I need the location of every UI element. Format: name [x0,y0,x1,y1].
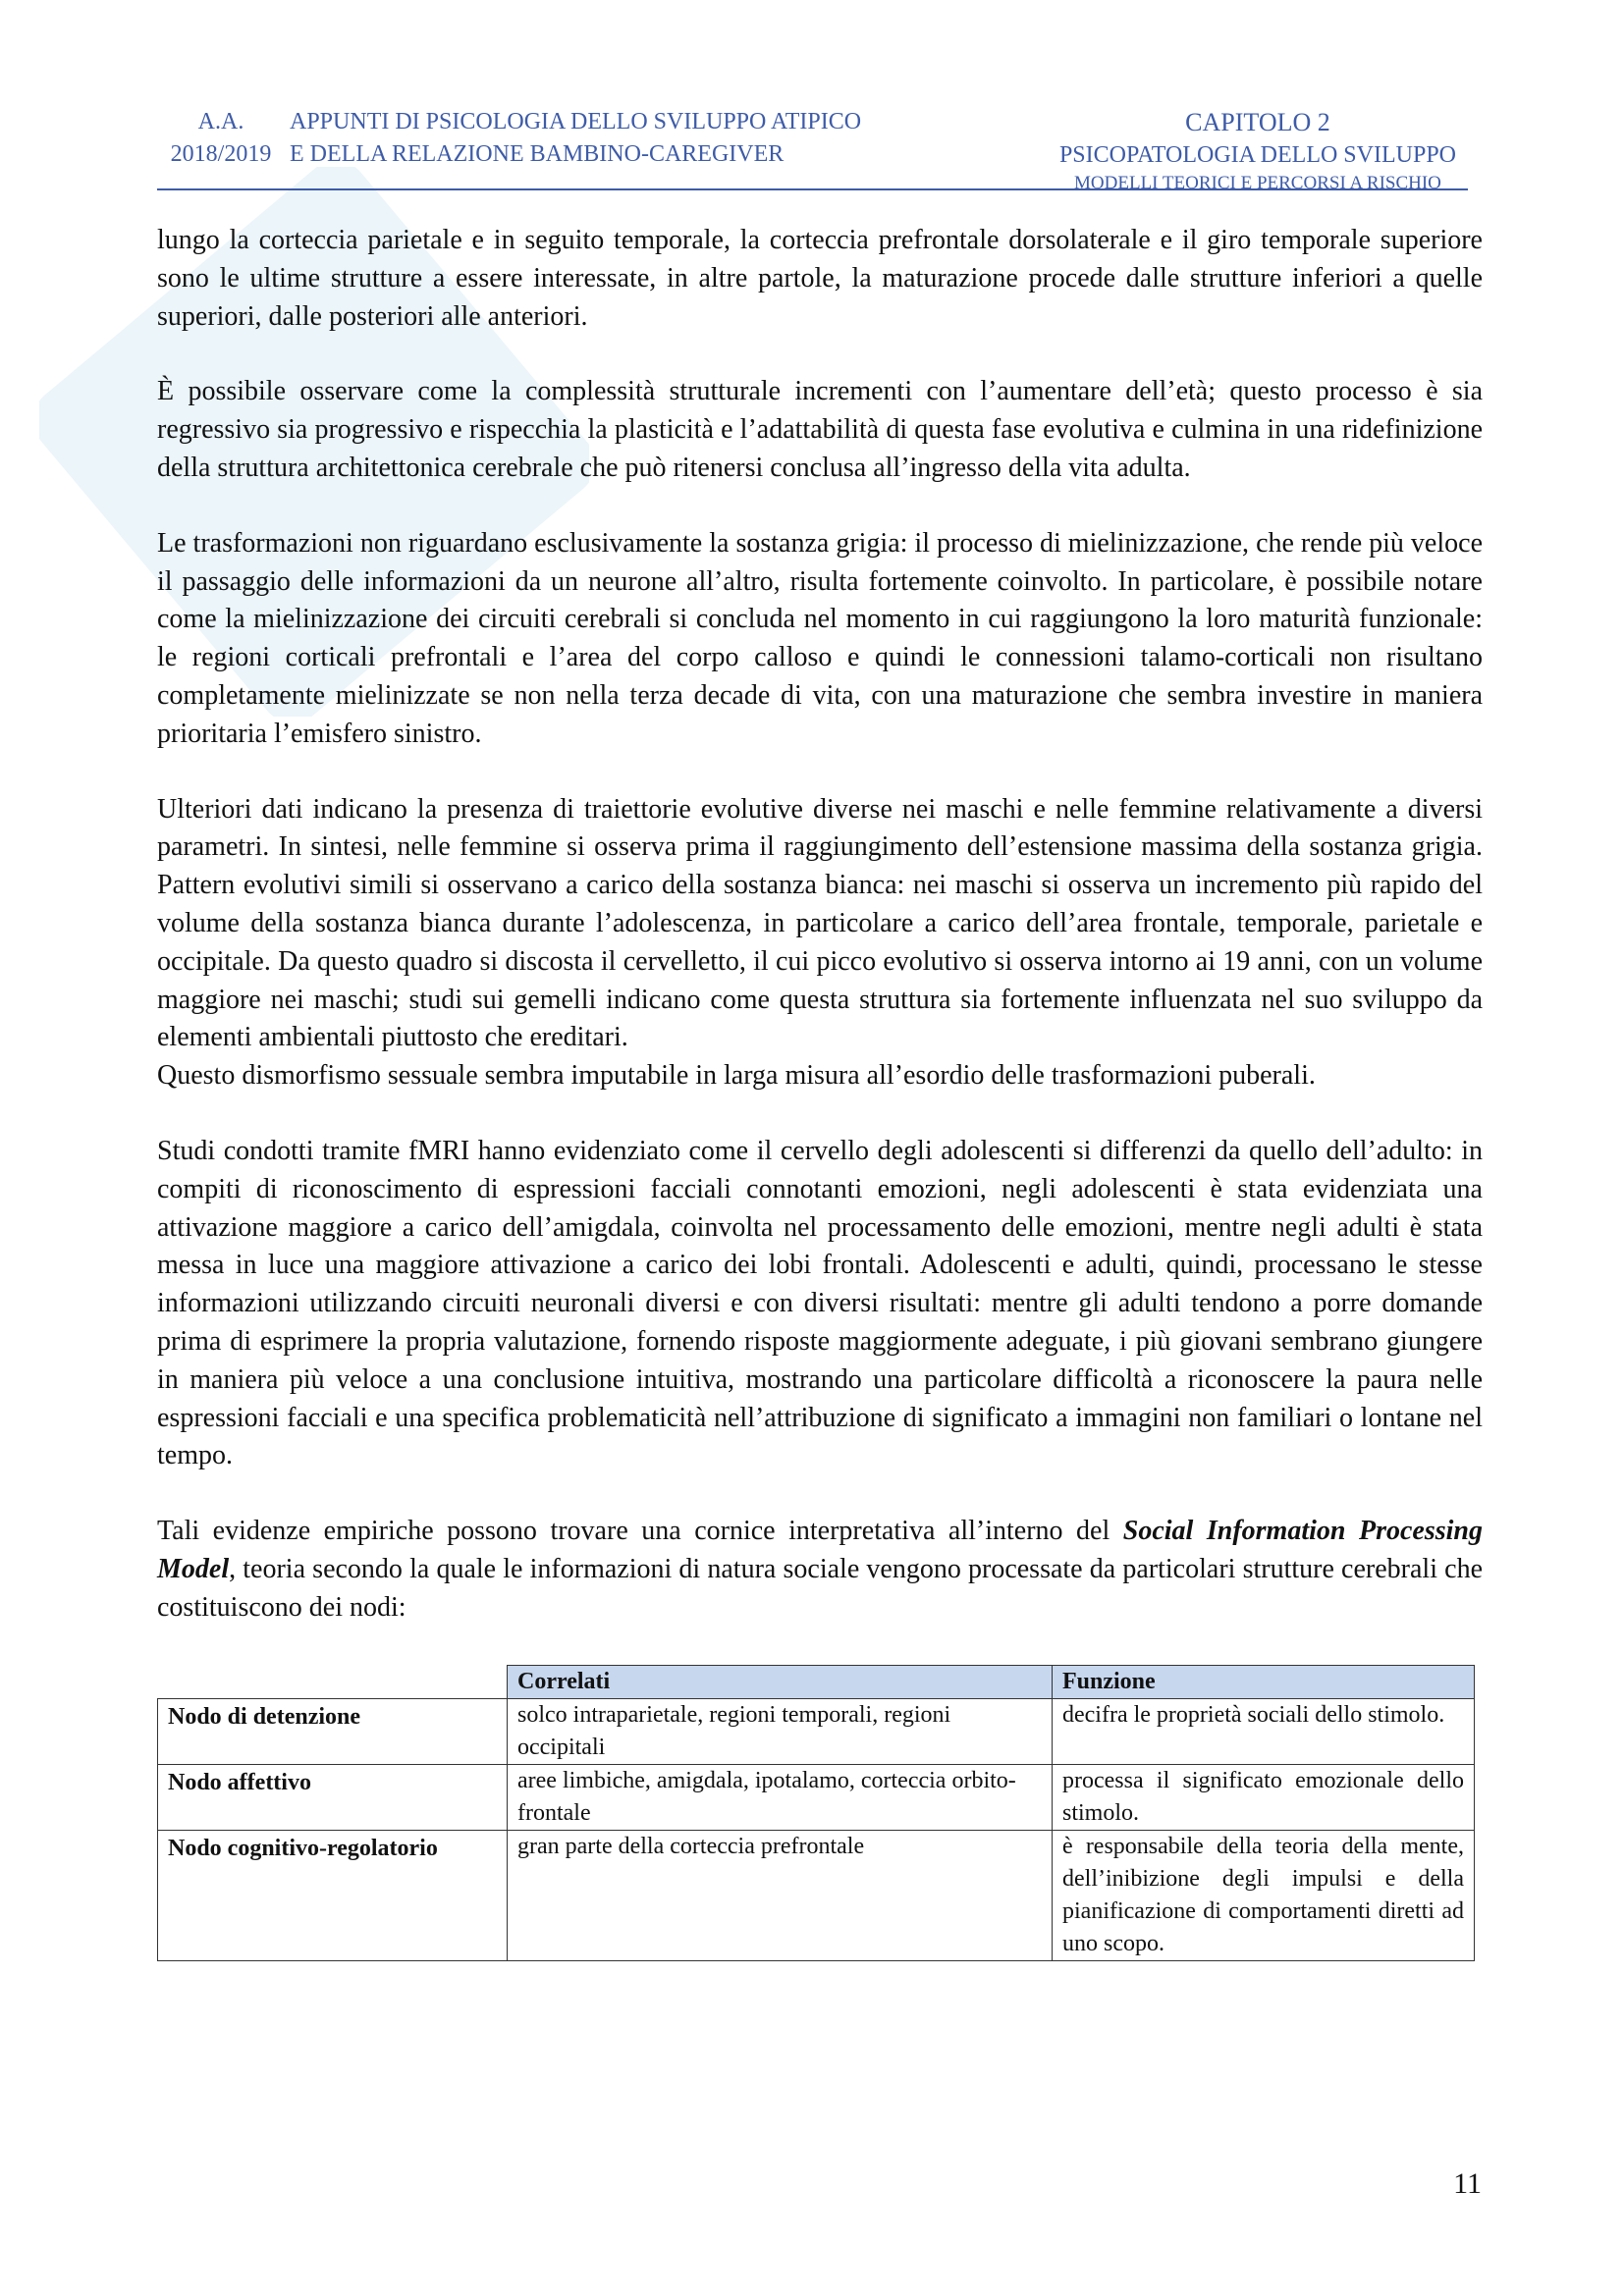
paragraph-3: Le trasformazioni non riguardano esclusivamente la sostanza grigia: il processo di mielinizzazione, che rende più veloce il passaggio delle informazioni da un neurone all’altro, risulta fortemente coinvolto. In particolare, è possibile notare come la mielinizzazione dei circuiti cerebrali si concluda nel momento in cui raggiungono la loro maturità funzionale: le regioni corticali prefrontali e l’area del corpo calloso e quindi le connessioni talamo-corticali non risultano completamente mielinizzate se non nella terza decade di vita, con una maturazione che sembra investire in maniera prioritaria l’emisfero sinistro. [157,527,1483,749]
table-row [158,1830,1475,1960]
page-body [157,222,1483,1961]
paragraph-1: lungo la corteccia parietale e in seguito temporale, la corteccia prefrontale dorsolaterale e il giro temporale superiore sono le ultime strutture a essere interessate, in altre partole, la maturazione procede dalle strutture inferiori a quelle superiori, dalle posteriori alle anteriori. [157,225,1483,332]
paragraph-2: È possibile osservare come la complessità strutturale incrementi con l’aumentare dell’età; questo processo è sia regressivo sia progressivo e rispecchia la plasticità e l’adattabilità di questa fase evolutiva e culmina in una ridefinizione della struttura architettonica cerebrale che può ritenersi conclusa all’ingresso della vita adulta. [157,376,1483,483]
node-funzione: è responsabile della teoria della mente, dell’inibizione degli impulsi e della pianificazione di comportamenti diretti ad uno scopo. [1053,1830,1475,1960]
header-divider [157,188,1468,190]
page-number: 11 [1453,2167,1482,2200]
nodes-table [157,1665,1475,1961]
table-row [158,1764,1475,1830]
node-funzione: processa il significato emozionale dello stimolo. [1053,1764,1475,1830]
academic-year: A.A. 2018/2019 [170,109,272,167]
node-name: Nodo di detenzione [158,1698,508,1764]
paragraph-6: Studi condotti tramite fMRI hanno evidenziato come il cervello degli adolescenti si differenzi da quello dell’adulto: in compiti di riconoscimento di espressioni facciali connotanti emozioni, negli adolescenti è stata evidenziata una attivazione maggiore a carico dell’amigdala, coinvolta nel processamento delle emozioni, mentre negli adulti è stata messa in luce una maggiore attivazione a carico dei lobi frontali. Adolescenti e adulti, quindi, processano le stesse informazioni utilizzando circuiti neuronali diversi e con diversi risultati: mentre gli adulti tendono a porre domande prima di esprimere la propria valutazione, fornendo risposte maggiormente adeguate, i più giovani sembrano giungere in maniera più veloce a una conclusione intuitiva, mostrando una particolare difficoltà a riconoscere la paura nelle espressioni facciali e una specifica problematicità nell’attribuzione di significato a immagini non familiari o lontane nel tempo. [157,1135,1483,1471]
node-correlati: solco intraparietale, regioni temporali, regioni occipitali [508,1698,1053,1764]
page-header [157,106,1468,193]
paragraph-5: Questo dismorfismo sessuale sembra imputabile in larga misura all’esordio delle trasformazioni puberali. [157,1060,1316,1092]
node-funzione: decifra le proprietà sociali dello stimolo. [1053,1698,1475,1764]
node-correlati: gran parte della corteccia prefrontale [508,1830,1053,1960]
node-correlati: aree limbiche, amigdala, ipotalamo, corteccia orbito-frontale [508,1764,1053,1830]
paragraph-4: Ulteriori dati indicano la presenza di traiettorie evolutive diverse nei maschi e nelle femmine relativamente a diversi parametri. In sintesi, nelle femmine si osserva prima il raggiungimento dell’estensione massima della sostanza grigia. Pattern evolutivi simili si osservano a carico della sostanza bianca: nei maschi si osserva un incremento più rapido del volume della sostanza bianca durante l’adolescenza, in particolare a carico dell’area frontale, temporale, parietale e occipitale. Da questo quadro si discosta il cervelletto, il cui picco evolutivo si osserva intorno ai 19 anni, con un volume maggiore nei maschi; studi sui gemelli indicano come questa struttura sia fortemente influenzata nel suo sviluppo da elementi ambientali piuttosto che ereditari. [157,793,1483,1053]
table-row [158,1698,1475,1764]
model-name: Social Information Processing Model [157,1516,1483,1584]
document-title: APPUNTI DI PSICOLOGIA DELLO SVILUPPO ATIPICO E DELLA RELAZIONE BAMBINO-CAREGIVER [290,109,862,167]
paragraph-7: Tali evidenze empiriche possono trovare una cornice interpretativa all’interno del Social Information Processing Model, teoria secondo la quale le informazioni di natura sociale vengono processate da particolari strutture cerebrali che costituiscono dei nodi: [157,1516,1483,1623]
column-header: Funzione [1053,1665,1475,1698]
column-header: Correlati [508,1665,1053,1698]
chapter-heading: CAPITOLO 2 PSICOPATOLOGIA DELLO SVILUPPO MODELLI TEORICI E PERCORSI A RISCHIO [1058,108,1456,193]
node-name: Nodo affettivo [158,1764,508,1830]
node-name: Nodo cognitivo-regolatorio [158,1830,508,1960]
table-header-row [158,1665,1475,1698]
